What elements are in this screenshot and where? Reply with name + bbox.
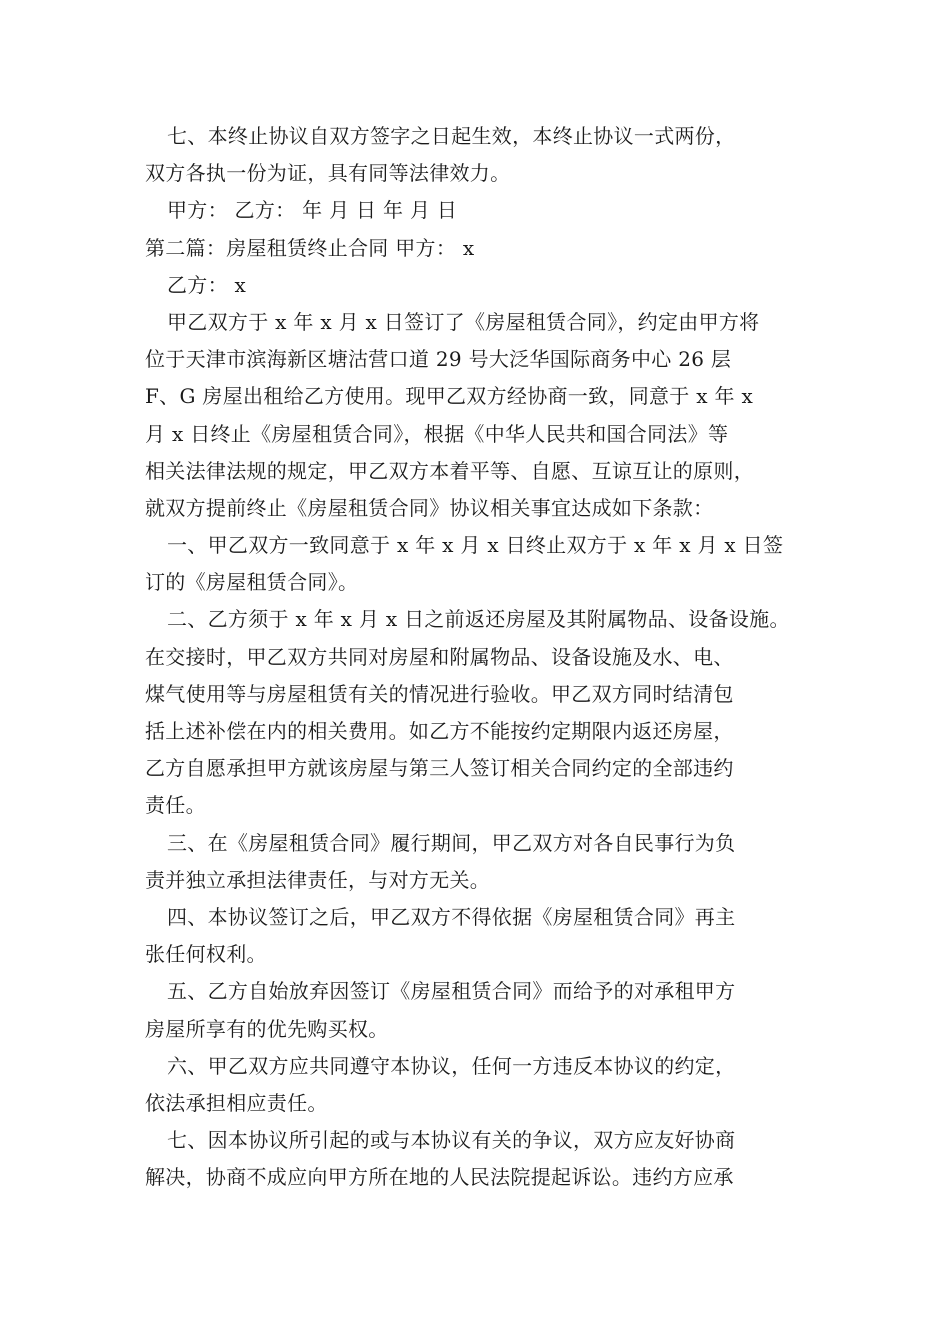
text-line: 位于天津市滨海新区塘沽营口道 29 号大泛华国际商务中心 26 层 — [145, 347, 732, 372]
text-line: 在交接时，甲乙双方共同对房屋和附属物品、设备设施及水、电、 — [145, 644, 734, 669]
text-line: 乙方： x — [167, 272, 247, 297]
text-line: 责任。 — [145, 793, 206, 818]
text-line: 七、本终止协议自双方签字之日起生效，本终止协议一式两份， — [167, 124, 736, 148]
text-line: 相关法律法规的规定，甲乙双方本着平等、自愿、互谅互让的原则， — [145, 458, 754, 483]
text-line: 订的《房屋租赁合同》。 — [145, 570, 359, 595]
text-line: 甲乙双方于 x 年 x 月 x 日签订了《房屋租赁合同》，约定由甲方将 — [167, 309, 760, 334]
text-line: 四、本协议签订之后，甲乙双方不得依据《房屋租赁合同》再主 — [167, 904, 736, 929]
text-line: 一、甲乙双方一致同意于 x 年 x 月 x 日终止双方于 x 年 x 月 x 日签 — [167, 533, 784, 558]
text-line: 依法承担相应责任。 — [145, 1090, 328, 1115]
text-line: 双方各执一份为证，具有同等法律效力。 — [145, 161, 511, 186]
text-line: 就双方提前终止《房屋租赁合同》协议相关事宜达成如下条款： — [145, 495, 714, 520]
text-line: 六、甲乙双方应共同遵守本协议，任何一方违反本协议的约定， — [167, 1053, 736, 1078]
text-line: 三、在《房屋租赁合同》履行期间，甲乙双方对各自民事行为负 — [167, 830, 736, 855]
text-line: 房屋所享有的优先购买权。 — [145, 1016, 389, 1041]
text-line: 五、乙方自始放弃因签订《房屋租赁合同》而给予的对承租甲方 — [167, 979, 736, 1004]
text-line: 解决，协商不成应向甲方所在地的人民法院提起诉讼。违约方应承 — [145, 1165, 734, 1190]
text-line: 月 x 日终止《房屋租赁合同》，根据《中华人民共和国合同法》等 — [145, 421, 729, 446]
text-line: 七、因本协议所引起的或与本协议有关的争议，双方应友好协商 — [167, 1128, 736, 1153]
text-line: F、G 房屋出租给乙方使用。现甲乙双方经协商一致，同意于 x 年 x — [145, 384, 754, 409]
text-line: 甲方： 乙方： 年 月 日 年 月 日 — [167, 198, 458, 223]
text-line: 乙方自愿承担甲方就该房屋与第三人签订相关合同约定的全部违约 — [145, 756, 734, 781]
text-line: 责并独立承担法律责任，与对方无关。 — [145, 867, 491, 892]
text-line: 煤气使用等与房屋租赁有关的情况进行验收。甲乙双方同时结清包 — [145, 681, 734, 706]
text-line: 张任何权利。 — [145, 942, 267, 967]
document-body — [145, 118, 825, 1196]
text-line: 第二篇：房屋租赁终止合同 甲方： x — [145, 235, 475, 260]
text-line: 括上述补偿在内的相关费用。如乙方不能按约定期限内返还房屋， — [145, 719, 734, 743]
text-line: 二、乙方须于 x 年 x 月 x 日之前返还房屋及其附属物品、设备设施。 — [167, 607, 790, 632]
